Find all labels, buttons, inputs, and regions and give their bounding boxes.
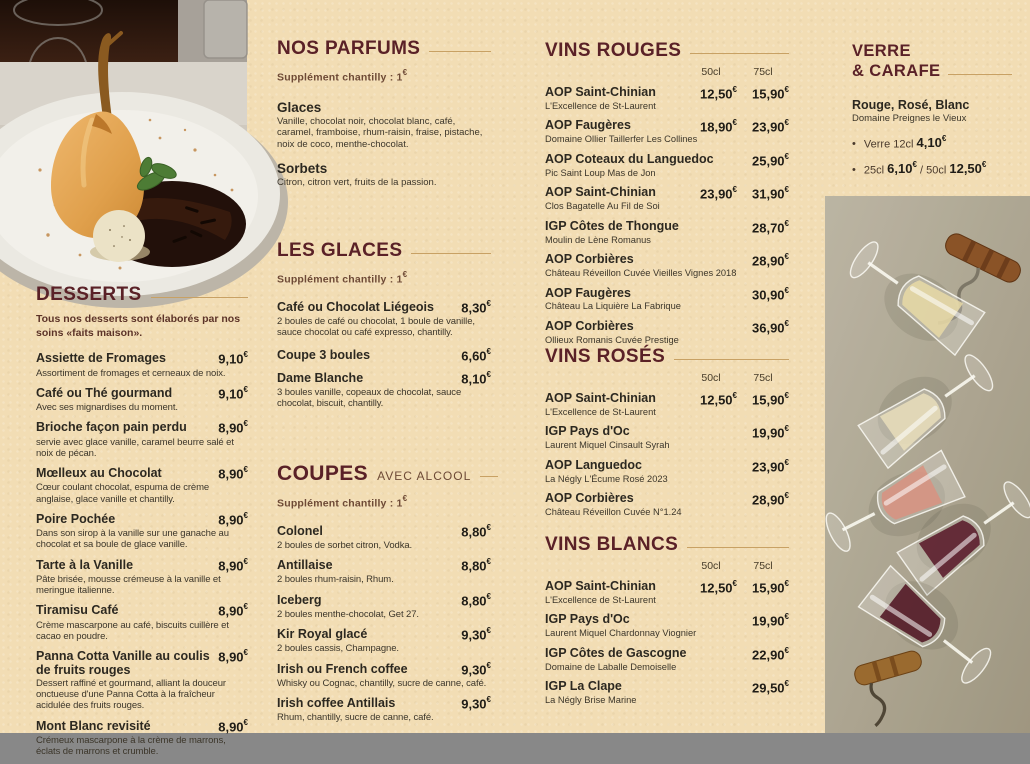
size-columns-header: 50cl 75cl xyxy=(701,560,773,572)
carafe-price-line: • 25cl 6,10€ / 50cl 12,50€ xyxy=(852,161,1012,176)
verre-carafe-section xyxy=(852,42,1012,176)
wine-row: AOP Faugères Château La Liquière La Fabrique 30,90€ xyxy=(545,285,789,312)
price-75cl: 36,90€ xyxy=(752,319,789,336)
menu-item: Irish ou French coffee 9,30€ Whisky ou Cognac, chantilly, sucre de canne, café. xyxy=(277,660,491,689)
vins-blancs-section xyxy=(545,534,789,714)
menu-item: Poire Pochée 8,90€ Dans son sirop à la vanille sur une ganache au chocolat et sa boule de glace vanille. xyxy=(36,510,248,551)
title-rule xyxy=(411,253,491,254)
price-50cl xyxy=(685,680,737,695)
price-50cl xyxy=(685,220,737,235)
price-75cl: 28,90€ xyxy=(752,491,789,508)
item-price: 8,90€ xyxy=(218,556,248,573)
wine-row: AOP Corbières Ollieux Romanis Cuvée Prestige 36,90€ xyxy=(545,319,789,345)
title-rule xyxy=(480,476,498,477)
item-price: 8,80€ xyxy=(461,557,491,574)
price-75cl: 15,90€ xyxy=(752,391,789,408)
glaces-title: LES GLACES xyxy=(277,240,403,261)
title-rule xyxy=(687,547,789,548)
price-75cl: 15,90€ xyxy=(752,85,789,102)
coupes-subtitle: AVEC ALCOOL xyxy=(377,468,472,483)
wine-row: IGP Pays d'Oc Laurent Miquel Chardonnay Viognier 19,90€ xyxy=(545,612,789,639)
price-75cl: 30,90€ xyxy=(752,285,789,302)
price-75cl: 29,50€ xyxy=(752,679,789,696)
wine-row: IGP Pays d'Oc Laurent Miquel Cinsault Syrah 19,90€ xyxy=(545,424,789,451)
menu-item: Irish coffee Antillais 9,30€ Rhum, chantilly, sucre de canne, café. xyxy=(277,695,491,724)
menu-item: Iceberg 8,80€ 2 boules menthe-chocolat, Get 27. xyxy=(277,591,491,620)
dessert-photo-art xyxy=(0,0,247,270)
item-price: 6,60€ xyxy=(461,347,491,364)
menu-item: Dame Blanche 8,10€ 3 boules vanille, copeaux de chocolat, sauce chocolat, biscuit, chantilly. xyxy=(277,369,491,410)
ice-cream-column xyxy=(277,38,491,733)
vins-roses-title: VINS ROSÉS xyxy=(545,346,666,367)
price-75cl: 23,90€ xyxy=(752,118,789,135)
wine-row: AOP Languedoc La Négly L'Écume Rosé 2023 23,90€ xyxy=(545,457,789,484)
menu-item: Tiramisu Café 8,90€ Crème mascarpone au café, biscuits cuillère et cacao en poudre. xyxy=(36,602,248,642)
carafe-wine-name: Rouge, Rosé, Blanc xyxy=(852,97,970,112)
item-price: 8,90€ xyxy=(218,465,248,482)
price-50cl: 12,50€ xyxy=(700,579,737,596)
flavor-group: Glaces Vanille, chocolat noir, chocolat blanc, café, caramel, framboise, rhum-raisin, fraise, pistache, noix de coco, menthe-chocolat. xyxy=(277,99,483,151)
menu-item: Tarte à la Vanille 8,90€ Pâte brisée, mousse crémeuse à la vanille et meringue italienne. xyxy=(36,556,248,597)
wine-row: AOP Corbières Château Réveillon Cuvée Vieilles Vignes 2018 28,90€ xyxy=(545,252,789,278)
price-75cl: 23,90€ xyxy=(752,457,789,475)
item-price: 8,90€ xyxy=(218,510,248,528)
title-rule xyxy=(429,51,491,52)
item-price: 8,90€ xyxy=(218,602,248,619)
wine-row: IGP Côtes de Thongue Moulin de Lène Romanus 28,70€ xyxy=(545,218,789,245)
wine-row: AOP Faugères Domaine Ollier Taillerfer Les Collines 18,90€ 23,90€ xyxy=(545,118,789,145)
glaces-section xyxy=(277,240,491,416)
item-price: 9,30€ xyxy=(461,695,491,712)
menu-item: Antillaise 8,80€ 2 boules rhum-raisin, Rhum. xyxy=(277,557,491,586)
poached-pear-dessert-photo xyxy=(0,0,247,270)
price-50cl xyxy=(685,253,737,268)
item-price: 9,30€ xyxy=(461,626,491,643)
item-price: 8,90€ xyxy=(218,419,248,436)
price-50cl: 12,50€ xyxy=(700,391,737,408)
price-50cl xyxy=(685,320,737,335)
carafe-domain: Domaine Preignes le Vieux xyxy=(852,112,967,124)
vins-rouges-title: VINS ROUGES xyxy=(545,40,682,61)
price-50cl xyxy=(685,287,737,302)
item-price: 9,10€ xyxy=(218,350,248,367)
menu-item: Kir Royal glacé 9,30€ 2 boules cassis, Champagne. xyxy=(277,626,491,655)
wine-glasses-flatlay-photo xyxy=(825,196,1030,733)
supplement-note: Supplément chantilly : 1€ xyxy=(277,270,408,286)
item-price: 8,30€ xyxy=(461,298,491,315)
wine-row: AOP Coteaux du Languedoc Pic Saint Loup Mas de Jon 25,90€ xyxy=(545,151,789,178)
menu-item: Colonel 8,80€ 2 boules de sorbet citron, Vodka. xyxy=(277,522,491,551)
price-50cl xyxy=(685,425,737,440)
desserts-section xyxy=(36,284,248,764)
verre-title-line2: & CARAFE xyxy=(852,61,941,80)
price-75cl: 15,90€ xyxy=(752,579,789,596)
carafe-price-line: • Verre 12cl 4,10€ xyxy=(852,135,1012,150)
price-75cl: 25,90€ xyxy=(752,151,789,169)
size-columns-header: 50cl 75cl xyxy=(701,372,773,384)
menu-item: Mont Blanc revisité 8,90€ Crémeux mascarpone à la crème de marrons, éclats de marrons et crumble. xyxy=(36,717,248,758)
item-price: 8,80€ xyxy=(461,522,491,539)
wine-row: IGP La Clape La Négly Brise Marine 29,50€ xyxy=(545,679,789,706)
wine-row: AOP Saint-Chinian L'Excellence de St-Laurent 12,50€ 15,90€ xyxy=(545,579,789,605)
title-rule xyxy=(151,297,248,298)
price-50cl xyxy=(685,459,737,474)
coupes-section xyxy=(277,462,491,731)
price-50cl: 12,50€ xyxy=(700,85,737,102)
price-50cl xyxy=(685,153,737,168)
item-price: 8,90€ xyxy=(218,648,248,665)
price-50cl: 23,90€ xyxy=(700,185,737,202)
price-50cl xyxy=(685,613,737,628)
item-price: 8,90€ xyxy=(218,717,248,734)
title-rule xyxy=(948,74,1012,75)
wine-row: AOP Saint-Chinian L'Excellence de St-Laurent 12,50€ 15,90€ xyxy=(545,85,789,111)
price-75cl: 19,90€ xyxy=(752,612,789,629)
price-50cl xyxy=(685,647,737,662)
parfums-title: NOS PARFUMS xyxy=(277,38,421,59)
price-75cl: 19,90€ xyxy=(752,424,789,441)
vins-roses-section xyxy=(545,346,789,526)
parfums-section xyxy=(277,38,491,199)
menu-item: Panna Cotta Vanille au coulis de fruits rouges 8,90€ Dessert raffiné et gourmand, alliant la douceur onctueuse d'une Panna Cotta à la fraîcheur acidulée des fruits rouges. xyxy=(36,648,248,712)
wine-row: AOP Saint-Chinian L'Excellence de St-Laurent 12,50€ 15,90€ xyxy=(545,391,789,417)
menu-item: Mœlleux au Chocolat 8,90€ Cœur coulant chocolat, espuma de crème anglaise, glace vanille et chantilly. xyxy=(36,465,248,505)
title-rule xyxy=(690,53,789,54)
desserts-title: DESSERTS xyxy=(36,284,142,305)
menu-item: Coupe 3 boules 6,60€ xyxy=(277,347,491,364)
supplement-note: Supplément chantilly : 1€ xyxy=(277,494,408,510)
menu-item: Café ou Thé gourmand 9,10€ Avec ses mignardises du moment. xyxy=(36,384,248,414)
supplement-note: Supplément chantilly : 1€ xyxy=(277,68,408,84)
verre-title-line1: VERRE xyxy=(852,42,911,60)
menu-item: Brioche façon pain perdu 8,90€ servie avec glace vanille, caramel beurre salé et noix de pécan. xyxy=(36,419,248,459)
vins-blancs-title: VINS BLANCS xyxy=(545,534,679,555)
menu-item: Café ou Chocolat Liégeois 8,30€ 2 boules de café ou chocolat, 1 boule de vanille, sauce chocolat ou café expresso, chantilly. xyxy=(277,298,491,339)
wine-row: AOP Corbières Château Réveillon Cuvée N°1.24 28,90€ xyxy=(545,491,789,518)
flavor-group: Sorbets Citron, citron vert, fruits de la passion. xyxy=(277,161,437,189)
price-75cl: 22,90€ xyxy=(752,645,789,663)
item-price: 9,30€ xyxy=(461,660,491,677)
size-columns-header: 50cl 75cl xyxy=(701,66,773,78)
coupes-title: COUPES xyxy=(277,462,369,485)
wines-column xyxy=(545,40,789,733)
vins-rouges-section xyxy=(545,40,789,354)
wine-row: IGP Côtes de Gascogne Domaine de Laballe Demoiselle 22,90€ xyxy=(545,645,789,672)
menu-item: Assiette de Fromages 9,10€ Assortiment de fromages et cerneaux de noix. xyxy=(36,350,248,379)
price-50cl: 18,90€ xyxy=(700,118,737,135)
wine-photo-art xyxy=(825,196,1030,733)
price-75cl: 31,90€ xyxy=(752,185,789,202)
item-price: 8,10€ xyxy=(461,369,491,386)
item-price: 9,10€ xyxy=(218,384,248,402)
desserts-intro: Tous nos desserts sont élaborés par nos soins «faits maison». xyxy=(36,313,241,339)
wine-row: AOP Saint-Chinian Clos Bagatelle Au Fil de Soi 23,90€ 31,90€ xyxy=(545,185,789,212)
price-75cl: 28,90€ xyxy=(752,252,789,269)
title-rule xyxy=(674,359,789,360)
price-75cl: 28,70€ xyxy=(752,218,789,236)
price-50cl xyxy=(685,492,737,507)
item-price: 8,80€ xyxy=(461,591,491,608)
